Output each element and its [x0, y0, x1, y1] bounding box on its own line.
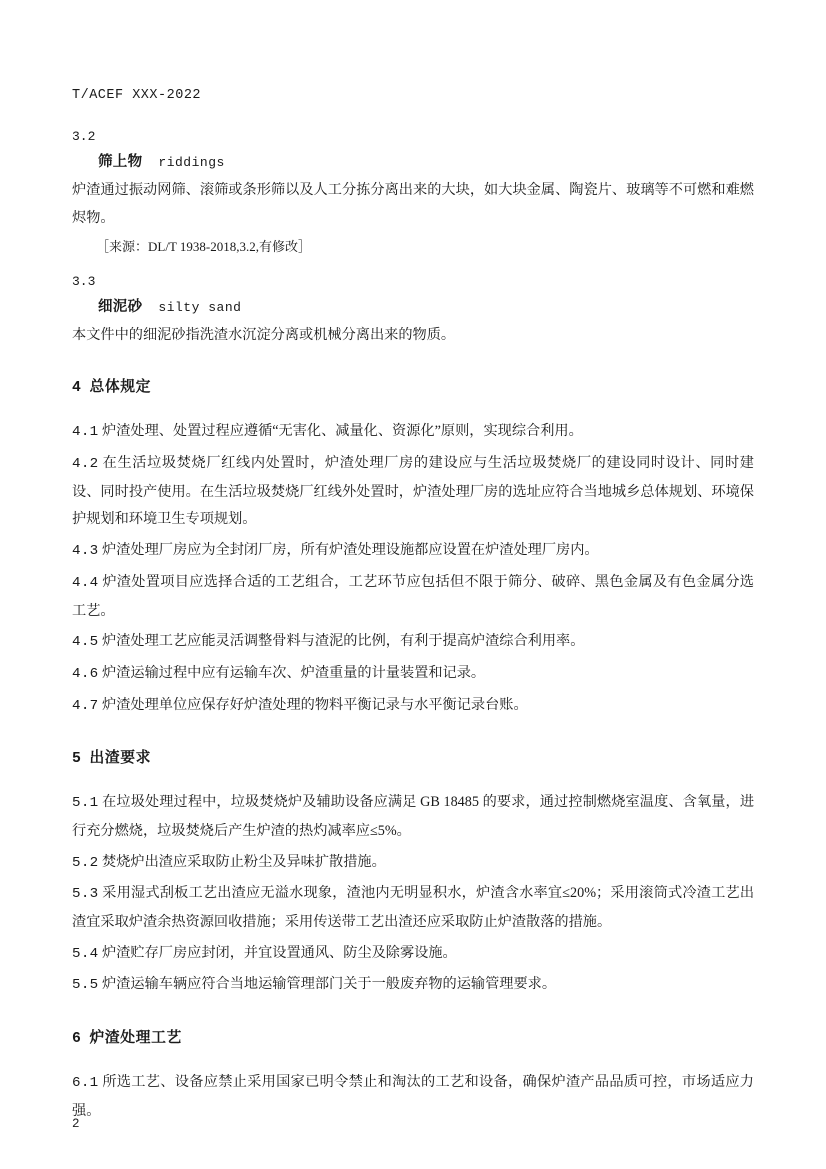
clause-item-text: 炉渣处理工艺应能灵活调整骨料与渣泥的比例，有利于提高炉渣综合利用率。 [102, 633, 585, 650]
clause-item [72, 940, 754, 969]
clause-item-text: 炉渣运输车辆应符合当地运输管理部门关于一般废弃物的运输管理要求。 [102, 976, 557, 993]
clause-item [72, 789, 754, 845]
clause-item-number: 5.2 [72, 854, 99, 871]
term-english: riddings [158, 155, 225, 170]
term-source: ［来源：DL/T 1938-2018,3.2,有修改］ [96, 239, 311, 255]
clause-item-number: 5.3 [72, 886, 99, 903]
term-chinese: 筛上物 [98, 154, 143, 170]
term-english: silty sand [158, 299, 242, 315]
clause-item-text: 所选工艺、设备应禁止采用国家已明令禁止和淘汰的工艺和设备，确保炉渣产品品质可控，市场适应力强。 [72, 1074, 754, 1119]
section-title-text: 出渣要求 [89, 750, 152, 767]
clause-item [72, 1069, 754, 1125]
clause-item [72, 692, 754, 721]
clause-number: 3.2 [72, 129, 96, 144]
clause-item [72, 660, 754, 689]
term-definition: 本文件中的细泥砂指洗渣水沉淀分离或机械分离出来的物质。 [72, 326, 456, 343]
term-heading [98, 150, 754, 171]
clause-item-text: 采用湿式刮板工艺出渣应无溢水现象，渣池内无明显积水，炉渣含水率宜≤20%；采用滚筒式冷渣工艺出渣宜采取炉渣余热资源回收措施；采用传送带工艺出渣还应采取防止炉渣散落的措施。 [72, 885, 755, 931]
clause-item-text: 焚烧炉出渣应采取防止粉尘及异味扩散措施。 [102, 853, 386, 870]
section-number: 6 [72, 1031, 82, 1048]
clause-item-number: 4.5 [72, 634, 99, 651]
clause-item [72, 628, 754, 657]
term-entry-3-3 [72, 274, 754, 350]
term-entry-3-2 [72, 129, 754, 260]
clause-item-text: 炉渣运输过程中应有运输车次、炉渣重量的计量装置和记录。 [102, 664, 486, 681]
clause-item [72, 569, 754, 625]
clause-item [72, 418, 754, 447]
clause-item [72, 971, 754, 1000]
clause-item-number: 4.4 [72, 574, 99, 591]
clause-item-number: 6.1 [72, 1075, 99, 1092]
clause-item [72, 450, 754, 534]
term-chinese: 细泥砂 [98, 298, 143, 315]
clause-item [72, 537, 754, 566]
section-number: 5 [72, 751, 82, 768]
clause-item-number: 5.5 [72, 977, 99, 994]
section-number: 4 [72, 380, 82, 397]
clause-item-number: 4.3 [72, 543, 99, 560]
clause-item-text: 炉渣贮存厂房应封闭，并宜设置通风、防尘及除雾设施。 [102, 944, 457, 961]
clause-item-number: 4.6 [72, 665, 99, 682]
clause-item-number: 5.1 [72, 795, 99, 812]
clause-item [72, 880, 754, 936]
clause-item-number: 5.4 [72, 945, 99, 962]
term-definition: 炉渣通过振动网筛、滚筛或条形筛以及人工分拣分离出来的大块，如大块金属、陶瓷片、玻璃等不可燃和难燃烬物。 [72, 182, 754, 226]
section-heading-5 [72, 746, 754, 767]
clause-item-number: 4.1 [72, 424, 99, 441]
section-heading-4 [72, 375, 754, 396]
clause-item-text: 炉渣处理厂房应为全封闭厂房，所有炉渣处理设施都应设置在炉渣处理厂房内。 [102, 542, 599, 559]
clause-item-text: 在垃圾处理过程中，垃圾焚烧炉及辅助设备应满足 GB 18485 的要求，通过控制燃烧室温度、含氧量，进行充分燃烧，垃圾焚烧后产生炉渣的热灼减率应≤5%。 [72, 794, 755, 839]
section-title-text: 炉渣处理工艺 [89, 1030, 182, 1047]
term-heading [98, 295, 754, 316]
clause-number: 3.3 [72, 273, 96, 289]
clause-item-text: 炉渣处理、处置过程应遵循“无害化、减量化、资源化”原则，实现综合利用。 [102, 423, 583, 440]
page-number: 2 [72, 1117, 80, 1131]
clause-item-text: 炉渣处置项目应选择合适的工艺组合，工艺环节应包括但不限于筛分、破碎、黑色金属及有色金属分选工艺。 [72, 573, 754, 619]
clause-item [72, 849, 754, 878]
section-title-text: 总体规定 [89, 379, 152, 396]
section-heading-6 [72, 1026, 754, 1047]
clause-item-text: 炉渣处理单位应保存好炉渣处理的物料平衡记录与水平衡记录台账。 [102, 696, 528, 713]
clause-item-number: 4.7 [72, 697, 99, 714]
page-header: T/ACEF XXX-2022 [72, 88, 202, 103]
clause-item-text: 在生活垃圾焚烧厂红线内处置时，炉渣处理厂房的建设应与生活垃圾焚烧厂的建设同时设计、同时建设、同时投产使用。在生活垃圾焚烧厂红线外处置时，炉渣处理厂房的选址应符合当地城乡总体规划、环境保护规划和环境卫生专项规划。 [72, 455, 754, 528]
clause-item-number: 4.2 [72, 456, 99, 473]
